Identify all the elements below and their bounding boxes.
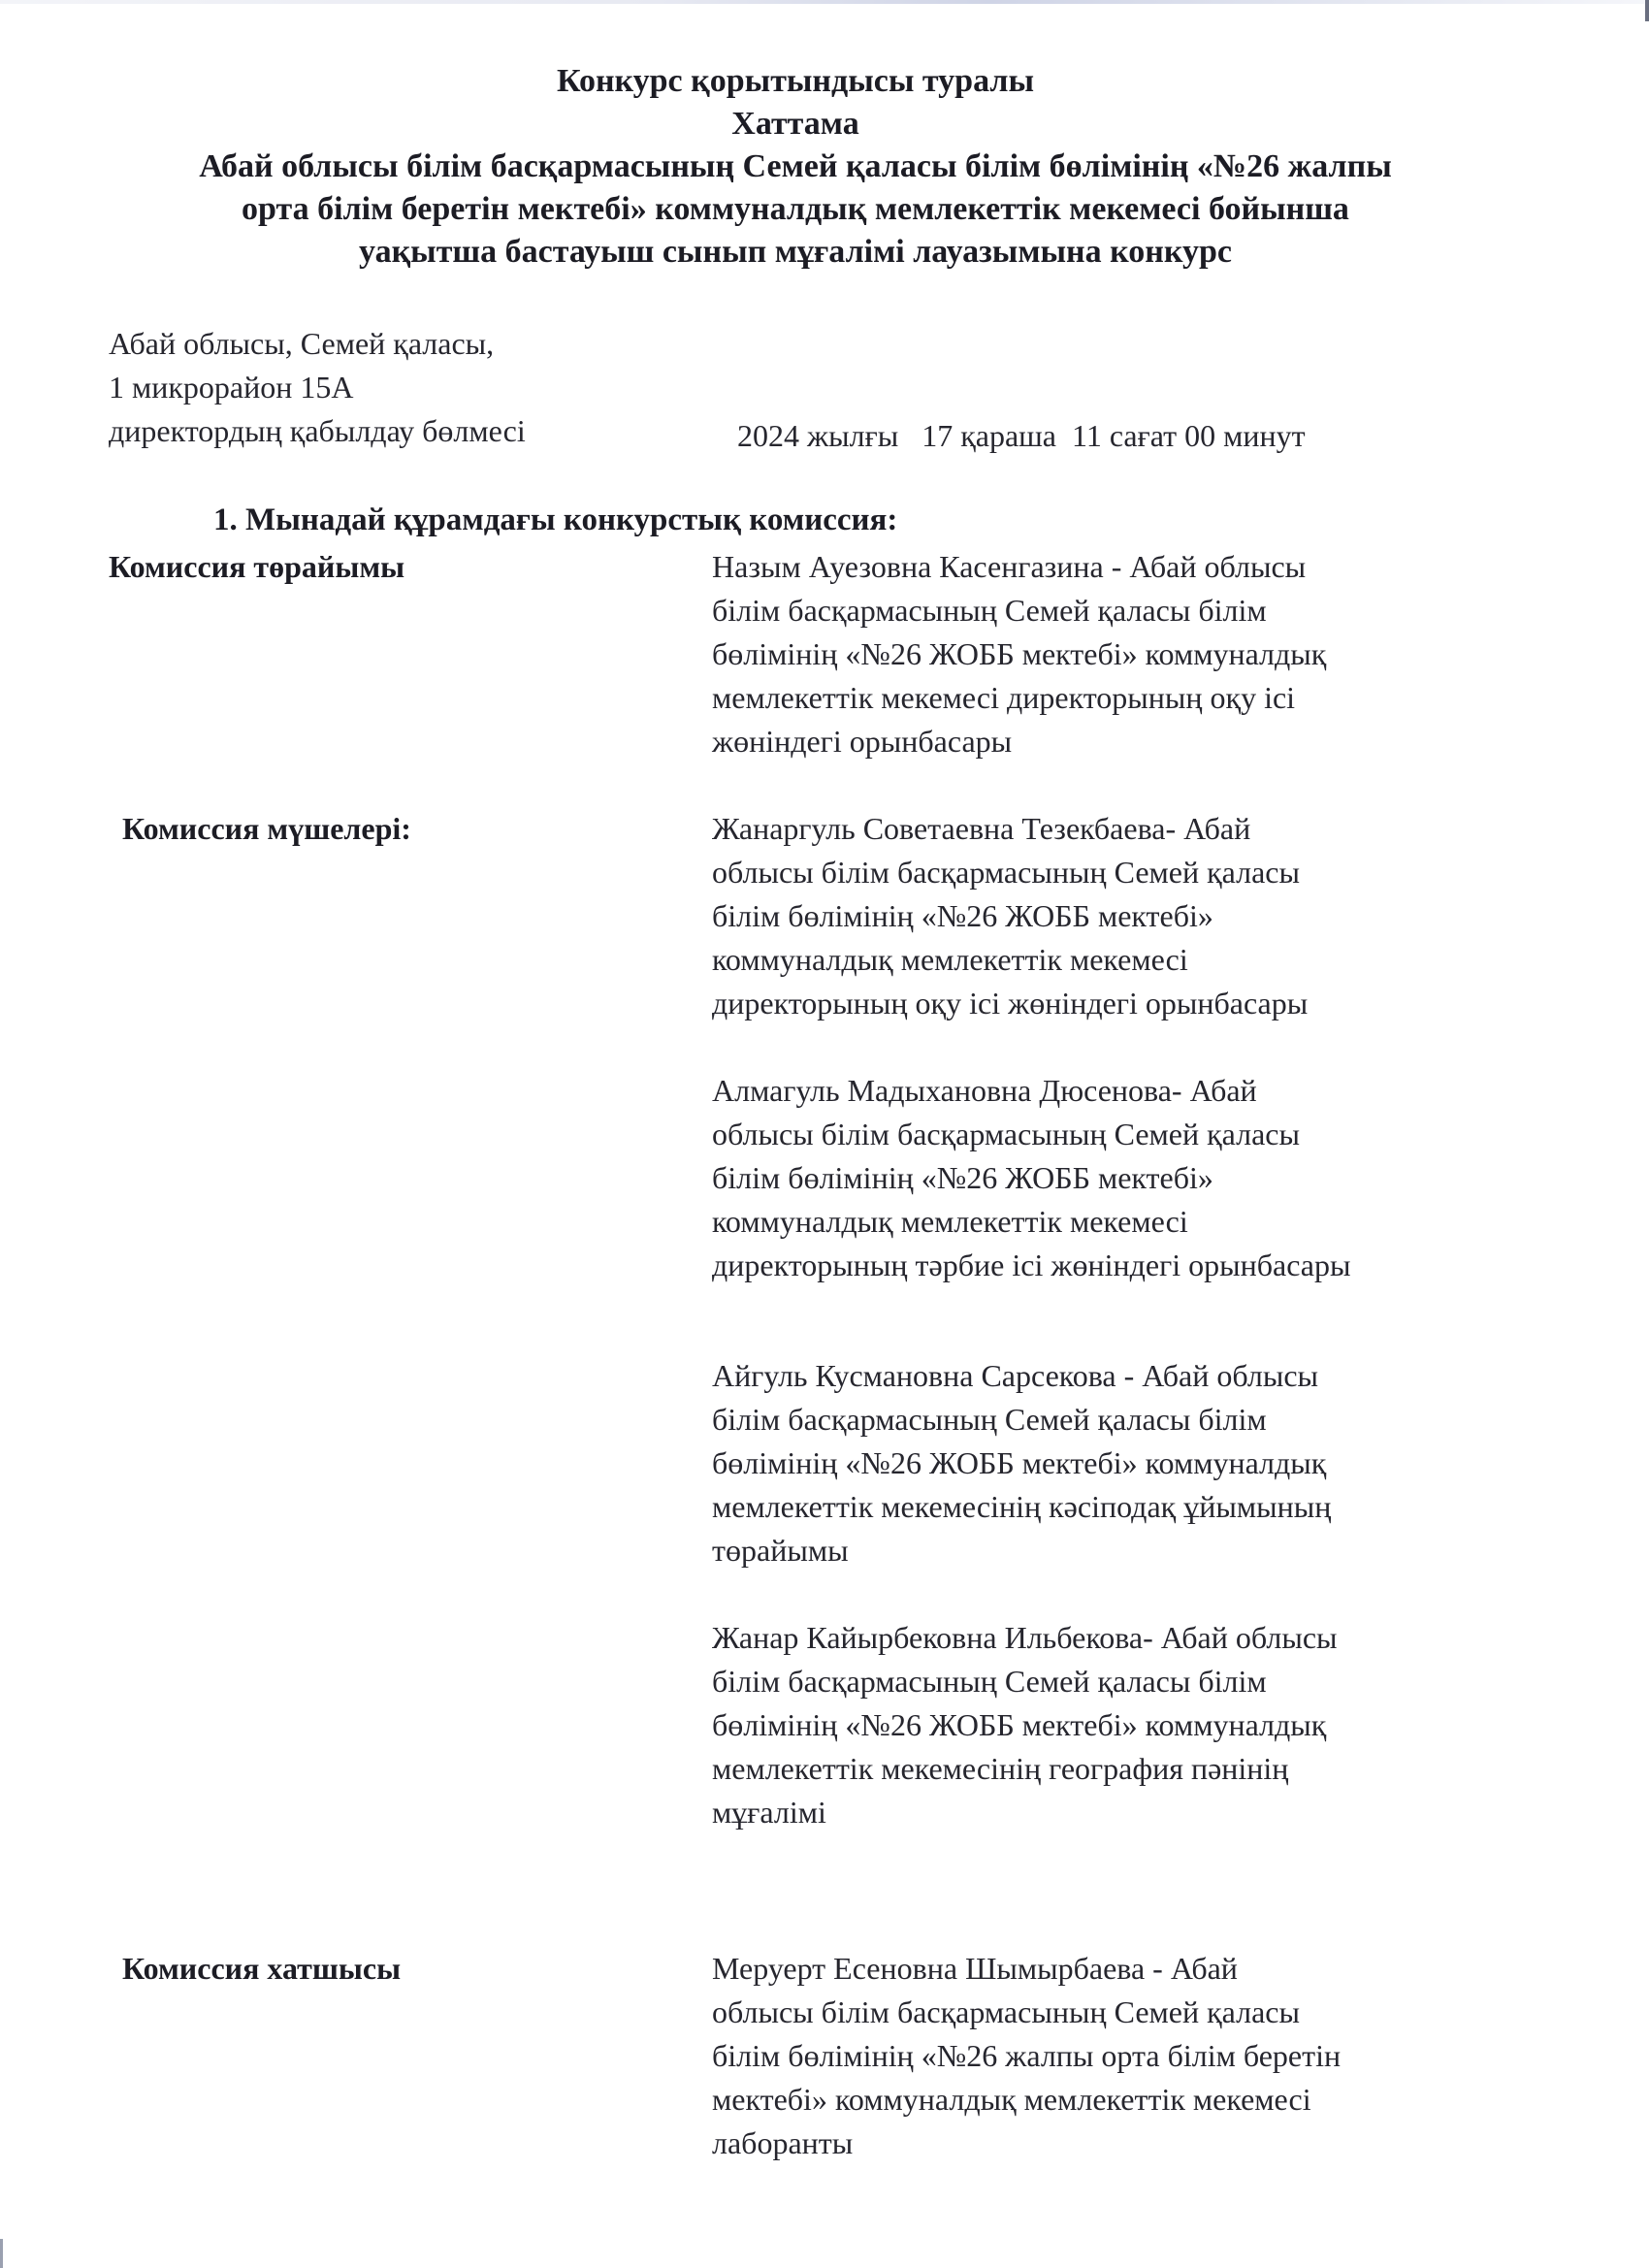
title-line: уақытша бастауыш сынып мұғалімі лауазымына конкурс bbox=[359, 234, 1232, 270]
entry-line: коммуналдық мемлекеттік мекемесі bbox=[712, 1204, 1188, 1239]
chair-entry bbox=[712, 545, 1517, 763]
meeting-place bbox=[109, 322, 526, 453]
entry-line: Жанаргуль Советаевна Тезекбаева- Абай bbox=[712, 811, 1251, 846]
place-line: Абай облысы, Семей қаласы, bbox=[109, 326, 495, 361]
entry-line: мұғалімі bbox=[712, 1795, 826, 1830]
entry-line: директорының оқу ісі жөніндегі орынбасары bbox=[712, 986, 1309, 1021]
entry-line: мемлекеттік мекемесінің география пәнінің bbox=[712, 1751, 1289, 1786]
title-line: орта білім беретін мектебі» коммуналдық мемлекеттік мекемесі бойынша bbox=[242, 191, 1349, 227]
entry-line: директорының тәрбие ісі жөніндегі орынбасары bbox=[712, 1247, 1351, 1282]
entry-line: Жанар Кайырбековна Ильбекова- Абай облысы bbox=[712, 1620, 1338, 1655]
document-title bbox=[0, 60, 1591, 274]
entry-line: коммуналдық мемлекеттік мекемесі bbox=[712, 942, 1188, 977]
scan-edge-left bbox=[0, 2239, 3, 2268]
title-line: Хаттама bbox=[731, 106, 859, 142]
scan-edge-top bbox=[0, 0, 1649, 4]
role-members-label: Комиссия мүшелері: bbox=[122, 811, 411, 846]
title-line: Абай облысы білім басқармасының Семей қаласы білім бөлімінің «№26 жалпы bbox=[199, 148, 1392, 184]
entry-line: төрайымы bbox=[712, 1533, 849, 1568]
role-chair-label: Комиссия төрайымы bbox=[109, 549, 405, 584]
entry-line: бөлімінің «№26 ЖОББ мектебі» коммуналдық bbox=[712, 1445, 1327, 1480]
title-line: Конкурс қорытындысы туралы bbox=[556, 63, 1034, 99]
member-entry bbox=[712, 807, 1517, 1025]
entry-line: мемлекеттік мекемесінің кәсіподақ ұйымының bbox=[712, 1489, 1332, 1524]
member-entry bbox=[712, 1616, 1517, 1834]
entry-line: облысы білім басқармасының Семей қаласы bbox=[712, 1994, 1300, 2029]
entry-line: облысы білім басқармасының Семей қаласы bbox=[712, 855, 1300, 890]
scan-edge-right bbox=[1645, 0, 1649, 21]
entry-line: білім басқармасының Семей қаласы білім bbox=[712, 593, 1267, 628]
role-secretary-label: Комиссия хатшысы bbox=[122, 1951, 402, 1986]
entry-line: Алмагуль Мадыхановна Дюсенова- Абай bbox=[712, 1073, 1257, 1108]
entry-line: Назым Ауезовна Касенгазина - Абай облысы bbox=[712, 549, 1307, 584]
entry-line: бөлімінің «№26 ЖОББ мектебі» коммуналдық bbox=[712, 636, 1327, 671]
entry-line: жөніндегі орынбасары bbox=[712, 724, 1013, 759]
entry-line: білім басқармасының Семей қаласы білім bbox=[712, 1664, 1267, 1699]
entry-line: білім басқармасының Семей қаласы білім bbox=[712, 1402, 1267, 1437]
entry-line: білім бөлімінің «№26 жалпы орта білім беретін bbox=[712, 2038, 1342, 2073]
member-entry bbox=[712, 1354, 1517, 1572]
entry-line: облысы білім басқармасының Семей қаласы bbox=[712, 1117, 1300, 1151]
entry-line: мектебі» коммуналдық мемлекеттік мекемесі bbox=[712, 2082, 1311, 2117]
meeting-date: 2024 жылғы 17 қараша 11 сағат 00 минут bbox=[737, 418, 1306, 453]
entry-line: білім бөлімінің «№26 ЖОББ мектебі» bbox=[712, 1160, 1213, 1195]
member-entry bbox=[712, 1069, 1517, 1287]
secretary-entry bbox=[712, 1947, 1517, 2165]
entry-line: Меруерт Есеновна Шымырбаева - Абай bbox=[712, 1951, 1238, 1986]
entry-line: лаборанты bbox=[712, 2125, 854, 2160]
place-line: директордың қабылдау бөлмесі bbox=[109, 413, 526, 448]
entry-line: Айгуль Кусмановна Сарсекова - Абай облысы bbox=[712, 1358, 1319, 1393]
entry-line: білім бөлімінің «№26 ЖОББ мектебі» bbox=[712, 898, 1213, 933]
entry-line: мемлекеттік мекемесі директорының оқу ісі bbox=[712, 680, 1296, 715]
section-heading: 1. Мынадай құрамдағы конкурстық комиссия: bbox=[213, 502, 898, 537]
place-line: 1 микрорайон 15А bbox=[109, 370, 354, 405]
entry-line: бөлімінің «№26 ЖОББ мектебі» коммуналдық bbox=[712, 1707, 1327, 1742]
